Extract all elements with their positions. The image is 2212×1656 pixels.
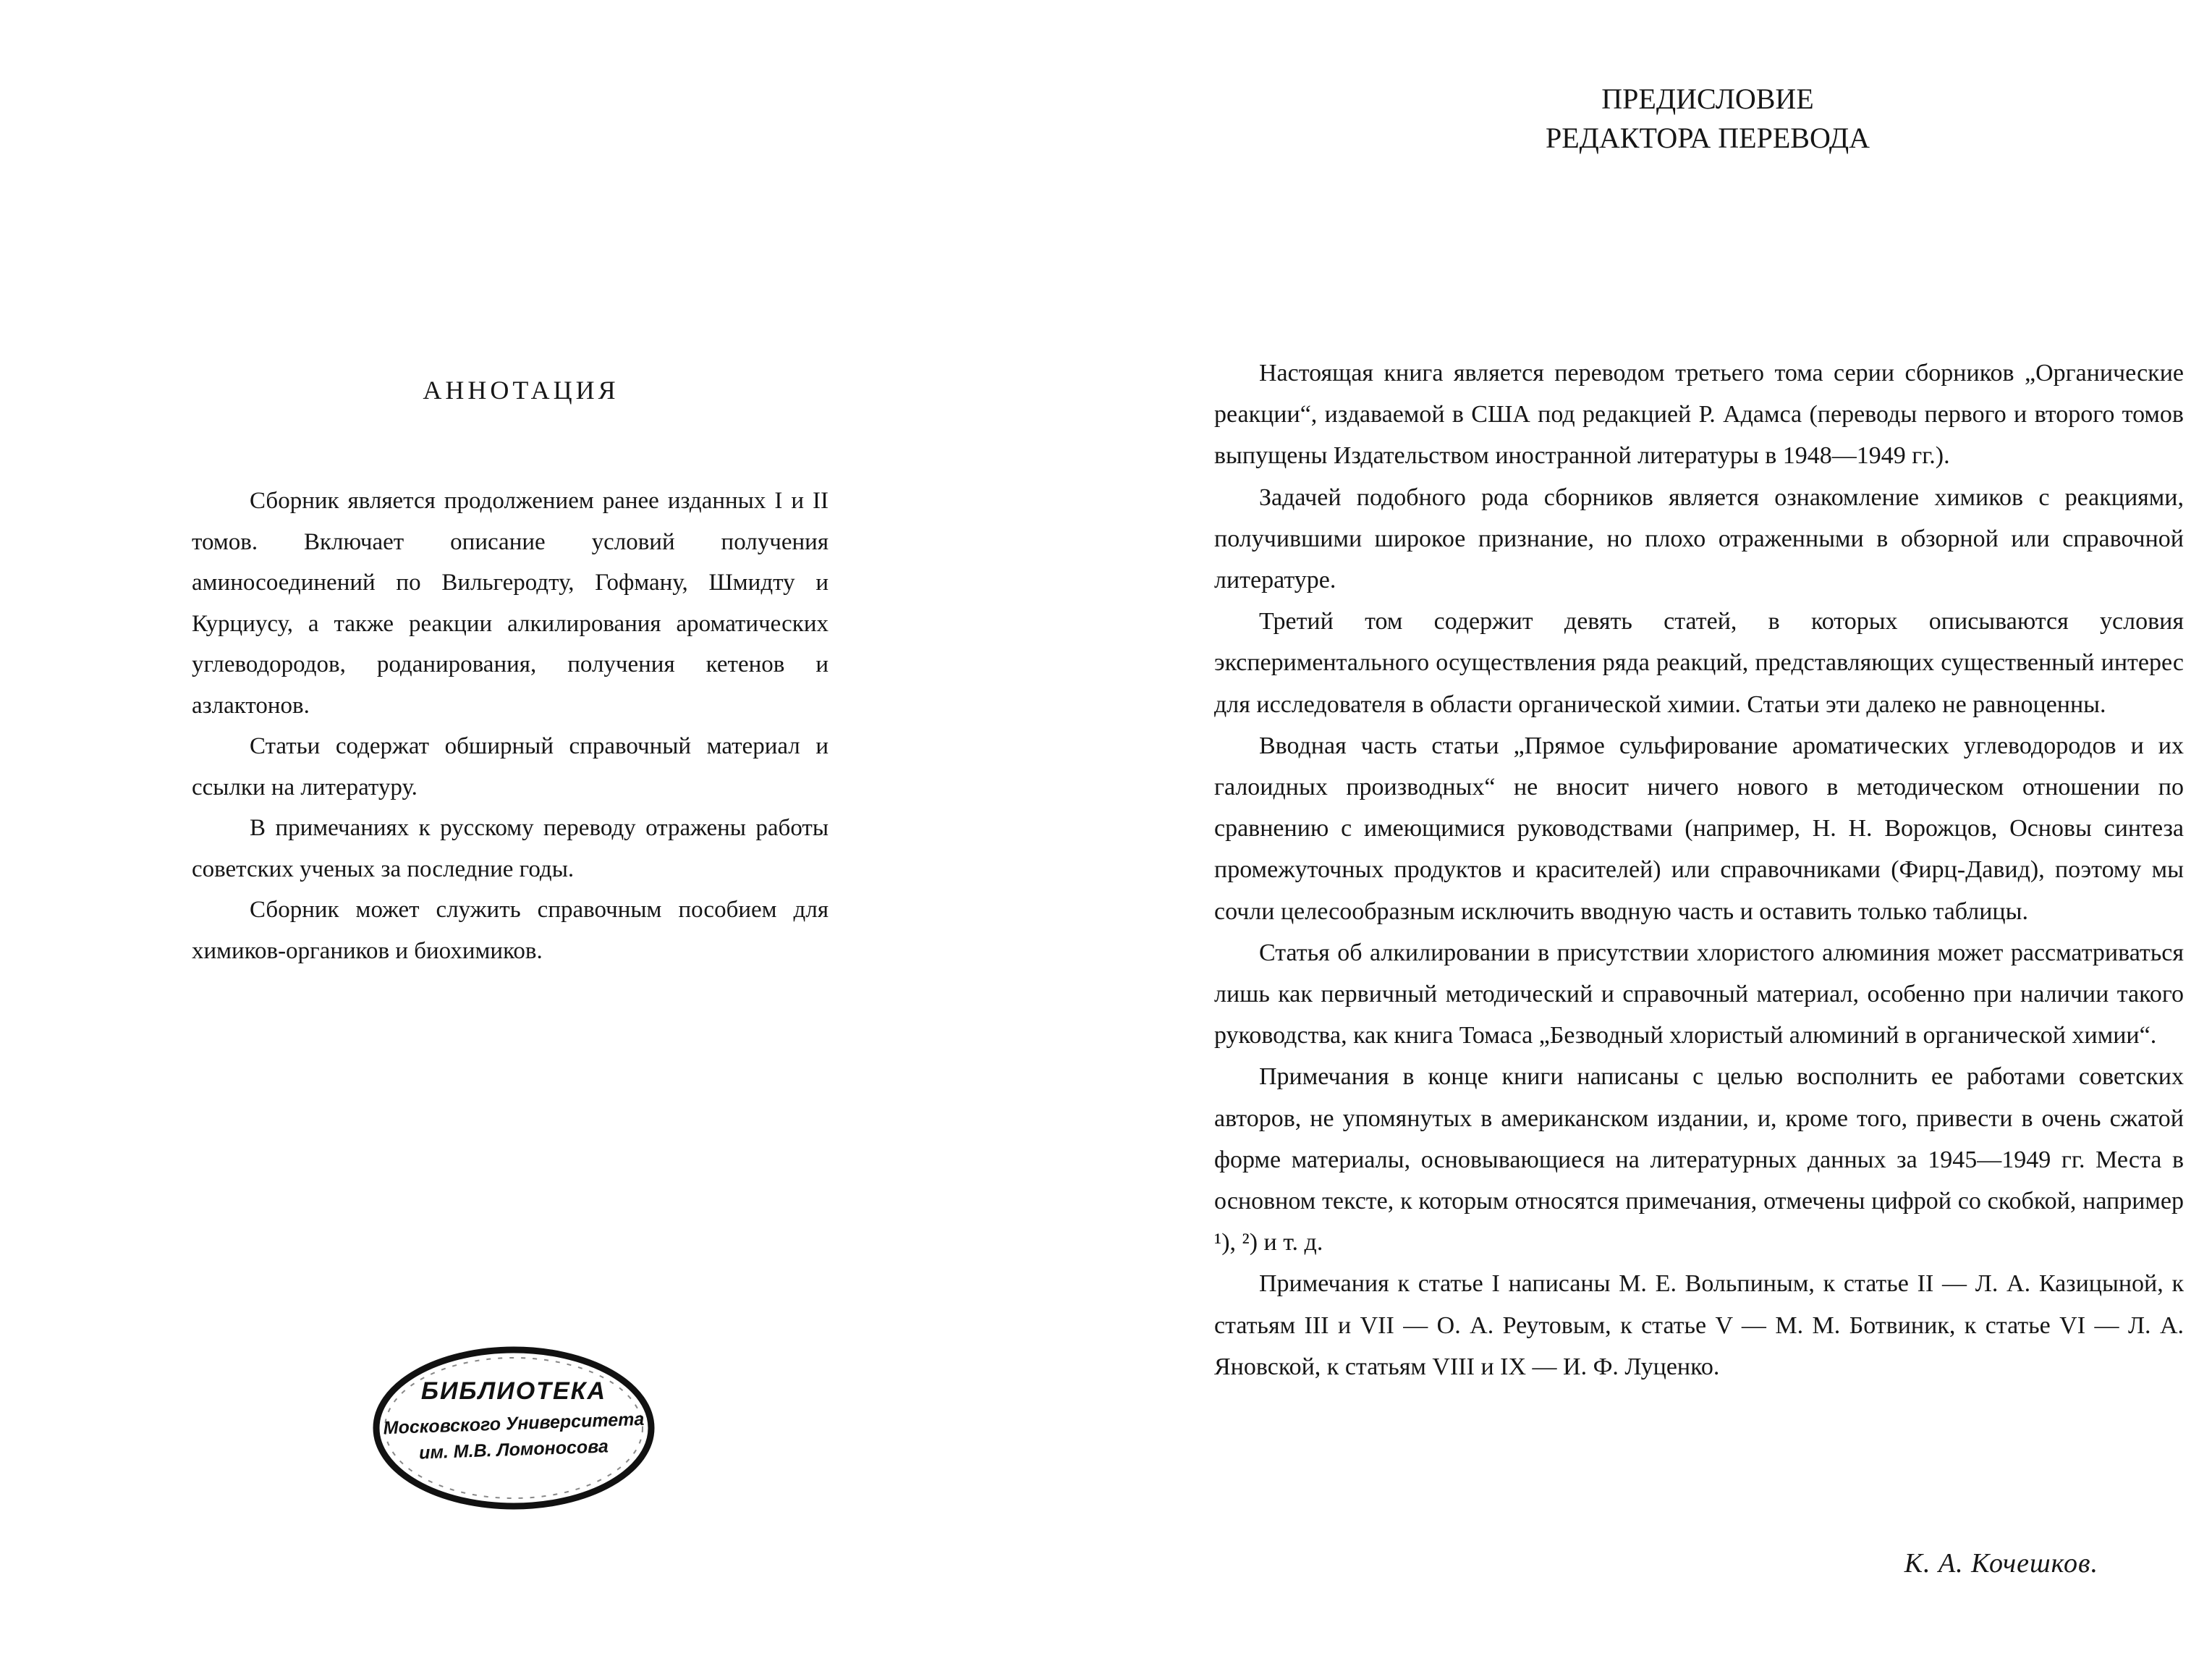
library-stamp — [369, 1343, 658, 1513]
stamp-line-library: БИБЛИОТЕКА — [420, 1377, 607, 1405]
annotation-paragraph: Сборник является продолжением ранее изданных I и II томов. Включает описание условий получения аминосоединений по Вильгеродту, Гофману, Шмидту и Курциусу, а также реакции алкилирования ароматических углеводородов, роданирования, получения кетенов и азлактонов. — [192, 488, 829, 719]
preface-paragraph: Статья об алкилировании в присутствии хлористого алюминия может рассматриваться лишь как первичный методический и справочный материал, особенно при наличии такого руководства, как книга Томаса „Безводный хлористый алюминий в органической химии“. — [1214, 939, 2184, 1049]
preface-paragraph: Настоящая книга является переводом третьего тома серии сборников „Органические реакции“, издаваемой в США под редакцией Р. Адамса (переводы первого и второго томов выпущены Издательством иностранной литературы в 1948—1949 гг.). — [1214, 360, 2184, 470]
stamp-line-university: Московского Университета — [383, 1408, 645, 1439]
preface-paragraph: Примечания в конце книги написаны с целью восполнить ее работами советских авторов, не упомянутых в американском издании, и, кроме того, привести в очень сжатой форме материалы, основывающиеся на литературных данных за 1945—1949 гг. Места в основном тексте, к которым относятся примечания, отмечены цифрой со скобкой, например ¹), ²) и т. д. — [1214, 1063, 2184, 1256]
annotation-paragraph: Статьи содержат обширный справочный материал и ссылки на литературу. — [192, 733, 829, 800]
preface-paragraph: Примечания к статье I написаны М. Е. Вольпиным, к статье II — Л. А. Казицыной, к статьям III и VII — О. А. Реутовым, к статье V — М. М. Ботвиник, к статье VI — Л. А. Яновской, к статьям VIII и IX — И. Ф. Луценко. — [1214, 1270, 2184, 1380]
annotation-paragraph: Сборник может служить справочным пособием для химиков-органиков и биохимиков. — [192, 897, 829, 964]
right-page — [1129, 0, 2212, 1656]
preface-title — [1433, 80, 1983, 158]
preface-title-line1: ПРЕДИСЛОВИЕ — [1601, 83, 1814, 115]
annotation-paragraph: В примечаниях к русскому переводу отражены работы советских ученых за последние годы. — [192, 815, 829, 882]
preface-body — [1214, 352, 2184, 1387]
left-page — [0, 0, 1085, 1656]
stamp-line-lomonosov: им. М.В. Ломоносова — [418, 1436, 609, 1463]
preface-paragraph: Вводная часть статьи „Прямое сульфирование ароматических углеводородов и их галоидных производных“ не вносит ничего нового в методическом отношении по сравнению с имеющимися руководствами (например, Н. Н. Ворожцов, Основы синтеза промежуточных продуктов и красителей) или справочниками (Фирц-Давид), поэтому мы сочли целесообразным исключить вводную часть и оставить только таблицы. — [1214, 732, 2184, 925]
annotation-body — [192, 481, 829, 971]
preface-paragraph: Третий том содержит девять статей, в которых описываются условия экспериментального осуществления ряда реакций, представляющих существенный интерес для исследователя в области органической химии. Статьи эти далеко не равноценны. — [1214, 608, 2184, 718]
preface-paragraph: Задачей подобного рода сборников является ознакомление химиков с реакциями, получившими широкое признание, но плохо отраженными в обзорной или справочной литературе. — [1214, 483, 2184, 594]
preface-title-line2: РЕДАКТОРА ПЕРЕВОДА — [1545, 122, 1870, 154]
annotation-title: АННОТАЦИЯ — [423, 376, 619, 405]
editor-signature: К. А. Кочешков. — [1904, 1548, 2098, 1579]
